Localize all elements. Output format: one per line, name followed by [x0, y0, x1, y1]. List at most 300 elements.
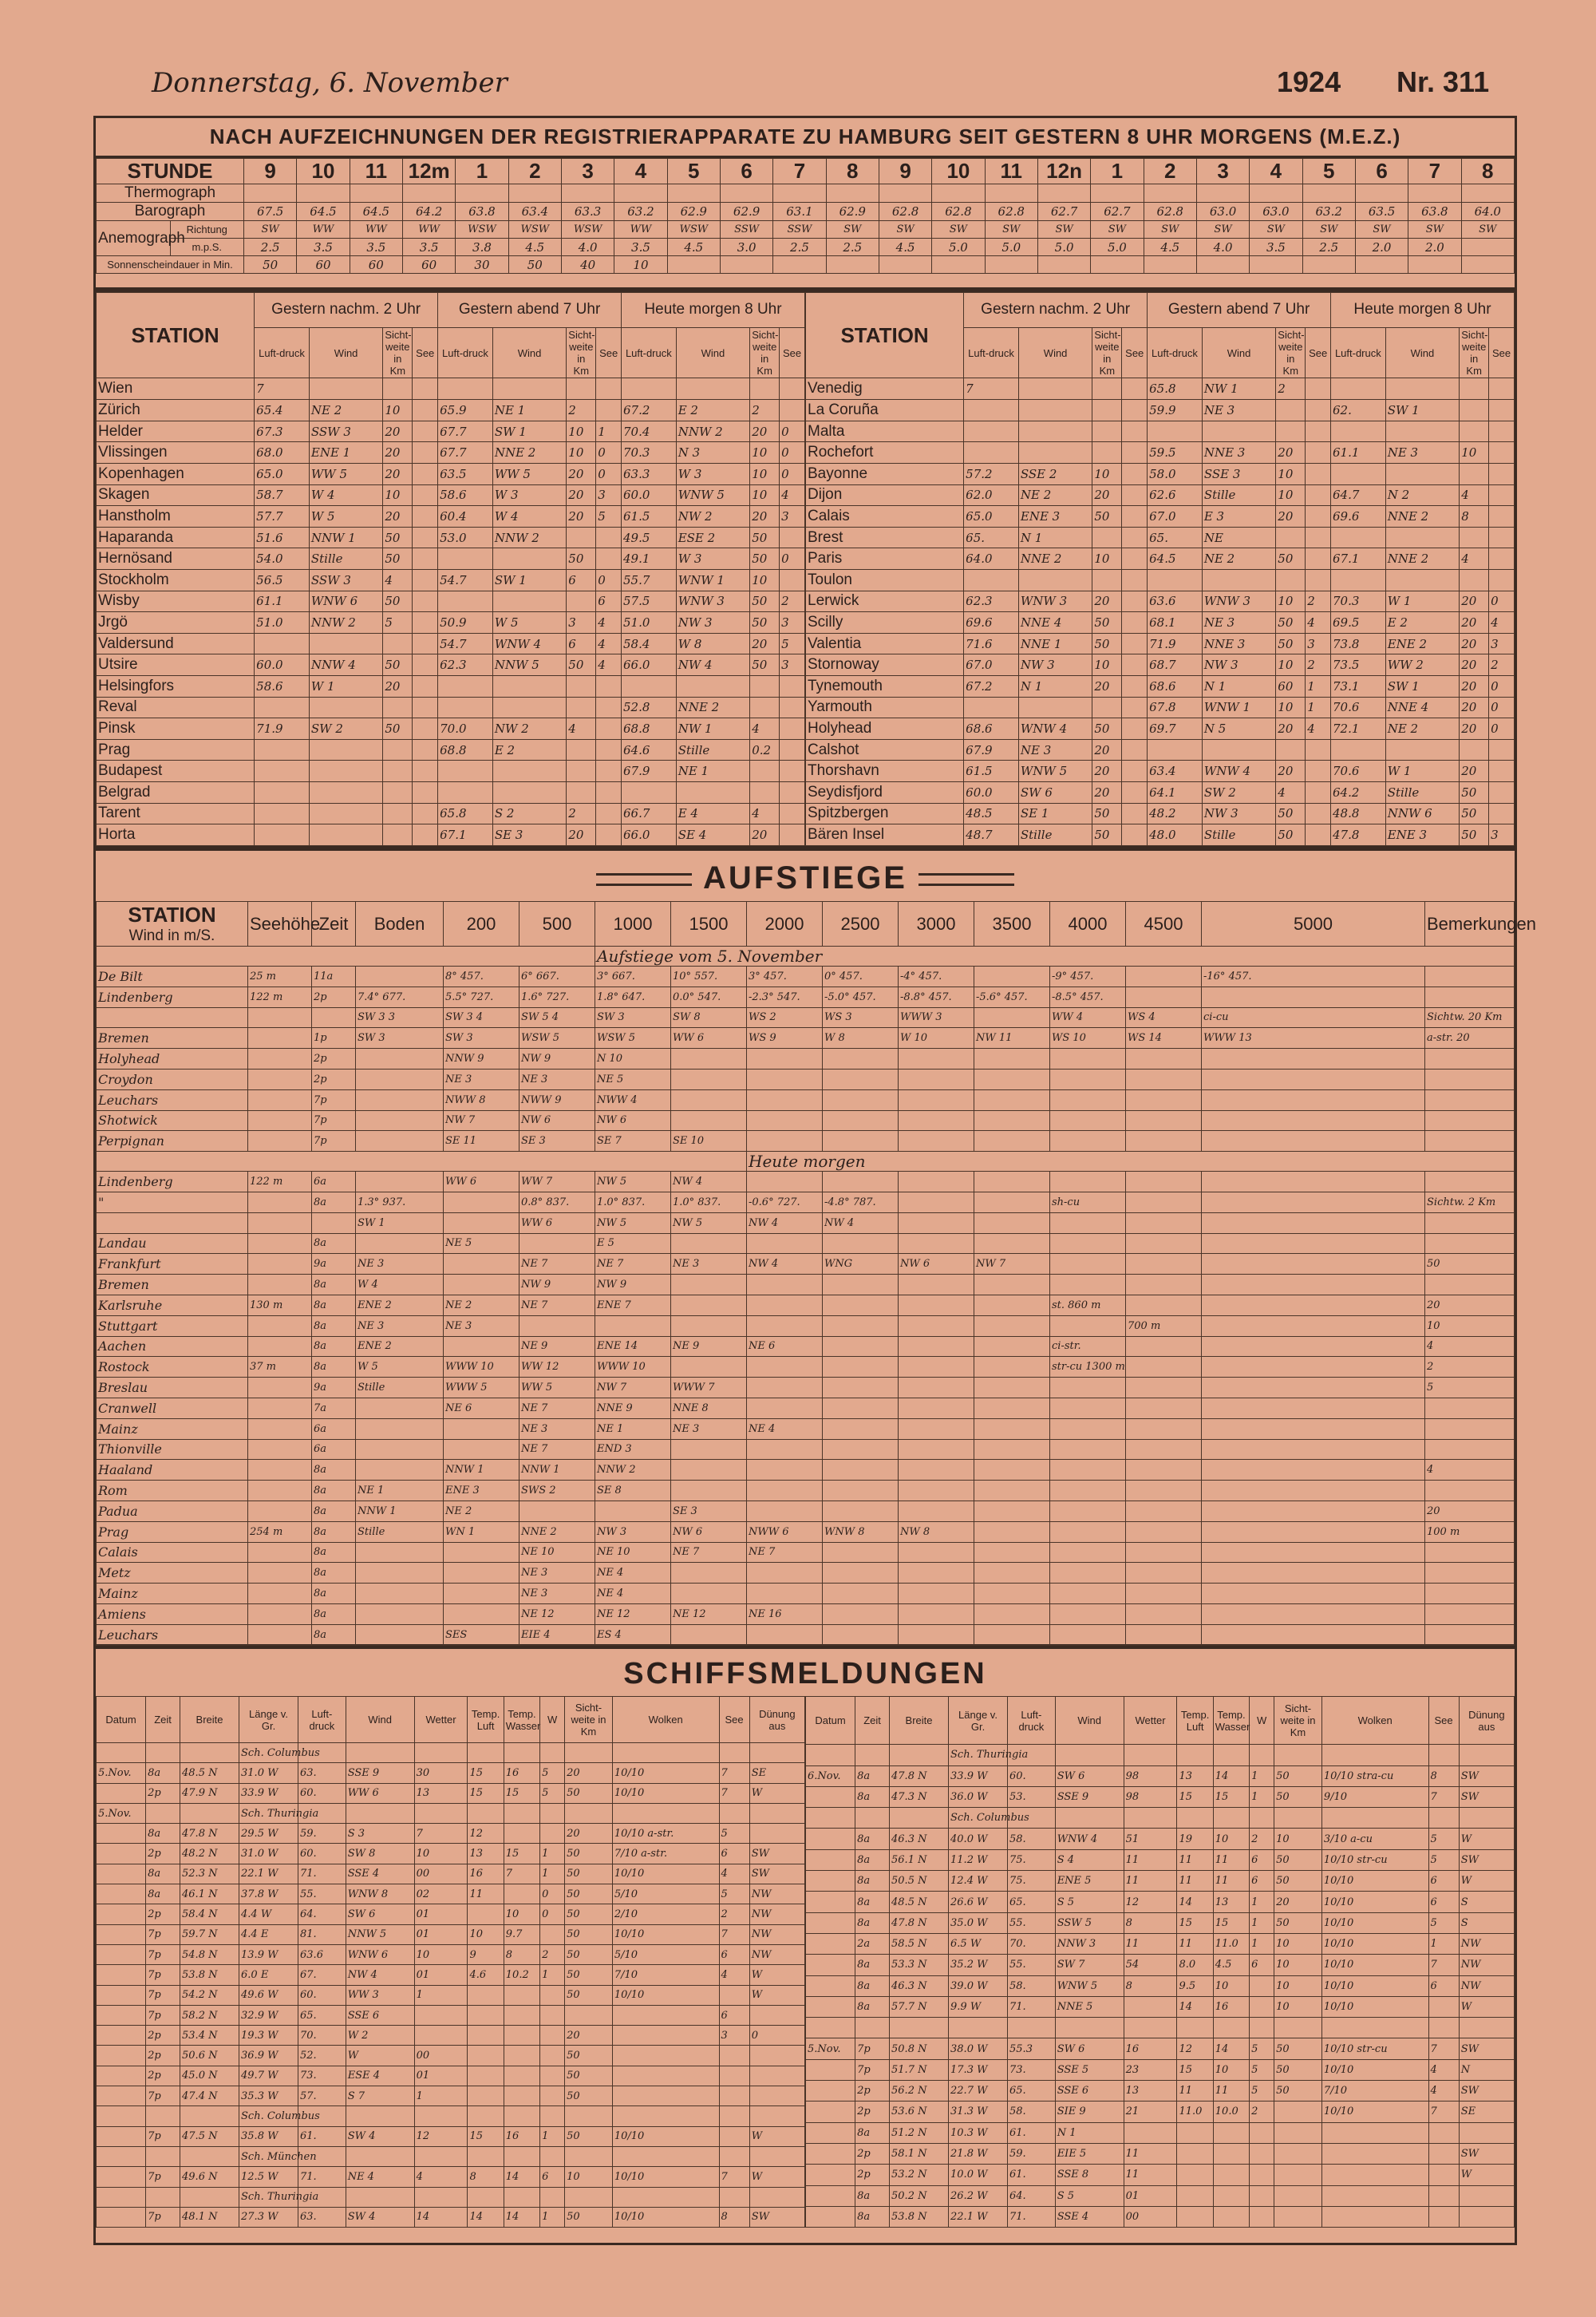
- aufstieg-station: Lindenberg: [97, 1172, 248, 1192]
- aufstieg-value: [1126, 1254, 1202, 1275]
- station-value: 54.0: [255, 548, 310, 570]
- aufstieg-value: END 3: [595, 1439, 671, 1460]
- station-value: 20: [1092, 484, 1122, 506]
- aufstieg-value: [356, 1089, 444, 1110]
- sonne-row: [97, 256, 1515, 274]
- station-value: 2: [750, 400, 780, 421]
- station-value: [1276, 527, 1306, 548]
- stations-table-right: [805, 292, 1515, 846]
- aufstieg-value: N 10: [595, 1049, 671, 1070]
- ship-value: 21.8 W: [949, 2143, 1008, 2164]
- station-value: [413, 442, 438, 464]
- station-value: 70.3: [622, 442, 677, 464]
- station-value: NE 2: [1202, 548, 1275, 570]
- station-value: 48.7: [964, 824, 1019, 846]
- station-value: [1092, 378, 1122, 400]
- station-value: WNW 4: [1018, 718, 1092, 740]
- station-value: [1092, 569, 1122, 591]
- banner-spacer: [97, 947, 595, 967]
- aufstieg-value: 8a: [312, 1584, 356, 1604]
- station-row: [97, 421, 805, 442]
- station-value: E 2: [492, 739, 566, 761]
- station-value: 50.9: [438, 612, 493, 634]
- ship-value: 2p: [855, 2081, 890, 2102]
- aufstieg-value: [1126, 1069, 1202, 1089]
- aufstieg-value: 3° 457.: [747, 967, 823, 987]
- station-value: [1489, 548, 1515, 570]
- richtung-cell: WSW: [667, 221, 720, 239]
- aufstieg-value: [823, 1439, 899, 1460]
- ship-value: 01: [414, 1924, 468, 1944]
- station-value: 62.: [1331, 400, 1386, 421]
- aufstieg-value: [974, 1049, 1050, 1070]
- station-value: 20: [1276, 761, 1306, 782]
- aufstieg-value: [248, 1089, 312, 1110]
- station-value: NNE 3: [1202, 633, 1275, 654]
- richtung-cell: WW: [402, 221, 455, 239]
- aufstieg-value: [1202, 1336, 1425, 1357]
- aufstieg-value: [823, 1398, 899, 1418]
- ship-value: 65.: [1008, 2081, 1056, 2102]
- station-value: [1460, 739, 1489, 761]
- aufstieg-value: [899, 1603, 974, 1624]
- ship-value: 14: [468, 2207, 504, 2227]
- station-value: [1122, 739, 1148, 761]
- aufstieg-value: NNE 2: [519, 1521, 595, 1542]
- ship-value: [146, 2146, 180, 2166]
- station-value: 10: [750, 569, 780, 591]
- sub-label: Wind: [492, 327, 566, 378]
- aufstieg-value: 8° 457.: [444, 967, 519, 987]
- ship-row: [97, 1944, 805, 1964]
- ship-value: 60.: [1008, 1765, 1056, 1786]
- ship-value: [565, 2187, 613, 2207]
- aufstieg-value: [823, 1172, 899, 1192]
- aufstieg-value: [974, 1069, 1050, 1089]
- ship-value: 50: [565, 2086, 613, 2106]
- station-value: Stille: [1385, 782, 1459, 804]
- station-value: [1148, 739, 1203, 761]
- ship-value: 58.5 N: [890, 1933, 949, 1954]
- station-value: 7: [255, 378, 310, 400]
- ship-value: ESE 4: [346, 2066, 414, 2086]
- aufstieg-value: NW 4: [747, 1212, 823, 1233]
- ship-value: 1: [1250, 1933, 1274, 1954]
- ship-value: [565, 2106, 613, 2126]
- ship-value: 10: [1213, 1975, 1249, 1996]
- station-value: [750, 378, 780, 400]
- station-value: [1306, 803, 1331, 824]
- ship-value: 1: [414, 2086, 468, 2106]
- station-value: SW 6: [1018, 782, 1092, 804]
- aufstieg-value: [1202, 1378, 1425, 1398]
- richtung-cell: WW: [350, 221, 402, 239]
- ship-value: 12.5 W: [239, 2167, 298, 2187]
- aufstieg-row: [97, 1398, 1515, 1418]
- station-value: WNW 1: [676, 569, 749, 591]
- aufstieg-value: [823, 1418, 899, 1439]
- ship-value: [468, 2187, 504, 2207]
- aufstieg-value: NE 5: [595, 1069, 671, 1089]
- station-value: [413, 548, 438, 570]
- ship-row: [806, 1975, 1515, 1996]
- aufstieg-station: Thionville: [97, 1439, 248, 1460]
- aufstieg-value: [1425, 1172, 1515, 1192]
- ships-column-header: Luft-druck: [1008, 1697, 1056, 1745]
- hour-cell: 4: [614, 159, 667, 184]
- ship-value: 11: [1213, 1871, 1249, 1892]
- aufstieg-value: 8a: [312, 1542, 356, 1563]
- thermograph-cell: [720, 184, 772, 203]
- ship-value: 5/10: [612, 1884, 719, 1904]
- ship-value: 4: [719, 1965, 749, 1985]
- station-value: 2: [1306, 654, 1331, 676]
- ship-value: NNW 5: [346, 1924, 414, 1944]
- aufstieg-value: [823, 1049, 899, 1070]
- station-value: [492, 782, 566, 804]
- aufstieg-value: NE 9: [519, 1336, 595, 1357]
- mps-cell: 5.0: [1091, 239, 1144, 256]
- aufstieg-station: Haaland: [97, 1460, 248, 1481]
- station-value: NNW 1: [309, 527, 382, 548]
- ships-column-header: W: [540, 1697, 565, 1743]
- ship-value: [97, 2106, 146, 2126]
- ships-column-header: Temp. Wasser: [1213, 1697, 1249, 1745]
- station-value: NE 3: [1018, 739, 1092, 761]
- station-value: 10: [383, 400, 413, 421]
- station-value: 67.2: [964, 676, 1019, 698]
- ship-value: 2: [540, 1944, 565, 1964]
- ship-value: [749, 1803, 804, 1823]
- ship-value: [1177, 2143, 1213, 2164]
- mps-cell: 2.5: [244, 239, 297, 256]
- ship-value: 8a: [855, 2206, 890, 2227]
- aufstieg-value: [899, 1069, 974, 1089]
- station-row: [806, 548, 1515, 570]
- aufstieg-value: [356, 1069, 444, 1089]
- ship-value: [565, 1743, 613, 1763]
- station-value: 20: [1276, 718, 1306, 740]
- aufstieg-value: [1202, 1542, 1425, 1563]
- station-name: Tynemouth: [806, 676, 964, 698]
- ship-value: 61.: [1008, 2165, 1056, 2185]
- ship-value: [612, 2146, 719, 2166]
- ship-value: 10.0 W: [949, 2165, 1008, 2185]
- station-value: 48.0: [1148, 824, 1203, 846]
- ship-value: 31.0 W: [239, 1763, 298, 1783]
- richtung-cell: SW: [1196, 221, 1249, 239]
- station-value: [596, 676, 622, 698]
- station-value: [309, 378, 382, 400]
- ship-value: 38.0 W: [949, 2038, 1008, 2059]
- ship-row: [806, 2122, 1515, 2143]
- station-value: 65.4: [255, 400, 310, 421]
- ship-value: 8a: [146, 1824, 180, 1844]
- ship-value: 8a: [855, 1786, 890, 1807]
- aufstiege-header-row: [97, 902, 1515, 947]
- aufstieg-value: 5: [1425, 1378, 1515, 1398]
- station-value: SE 3: [492, 824, 566, 846]
- ship-row: [806, 1996, 1515, 2017]
- station-name: Toulon: [806, 569, 964, 591]
- ship-value: 8a: [855, 1765, 890, 1786]
- aufstieg-value: [1050, 1398, 1126, 1418]
- aufstieg-value: 100 m: [1425, 1521, 1515, 1542]
- station-value: 4: [1276, 782, 1306, 804]
- station-name: Hanstholm: [97, 506, 255, 528]
- station-value: [1122, 803, 1148, 824]
- aufstieg-value: NE 1: [595, 1418, 671, 1439]
- aufstieg-station: Bremen: [97, 1275, 248, 1295]
- aufstieg-value: [1050, 1049, 1126, 1070]
- aufstieg-value: [823, 1233, 899, 1254]
- aufstieg-value: 8a: [312, 1192, 356, 1212]
- ship-value: [180, 2146, 239, 2166]
- ship-value: 5: [540, 1783, 565, 1803]
- richtung-cell: SSW: [720, 221, 772, 239]
- station-value: [622, 782, 677, 804]
- station-name: Reval: [97, 697, 255, 718]
- station-value: [1331, 378, 1386, 400]
- ship-value: [540, 1803, 565, 1823]
- barograph-cell: 62.8: [879, 203, 931, 221]
- aufstieg-value: ENE 14: [595, 1336, 671, 1357]
- mps-row: [97, 239, 1515, 256]
- station-value: [413, 761, 438, 782]
- aufstieg-value: [1202, 1481, 1425, 1501]
- ship-value: [749, 2066, 804, 2086]
- station-value: SE 4: [676, 824, 749, 846]
- station-value: 50: [1092, 633, 1122, 654]
- ship-value: 7p: [146, 1924, 180, 1944]
- station-value: NNW 6: [1385, 803, 1459, 824]
- ship-value: 5: [540, 1763, 565, 1783]
- station-value: NE 1: [492, 400, 566, 421]
- station-value: 62.6: [1148, 484, 1203, 506]
- aufstieg-value: [974, 1439, 1050, 1460]
- ship-row: [806, 1786, 1515, 1807]
- station-value: NNW 2: [309, 612, 382, 634]
- aufstieg-value: [899, 1418, 974, 1439]
- ship-value: Sch. Columbus: [239, 1743, 298, 1763]
- station-value: 3: [596, 484, 622, 506]
- station-name: Helder: [97, 421, 255, 442]
- ship-value: [97, 1783, 146, 1803]
- ship-value: 58.2 N: [180, 2005, 239, 2025]
- ship-value: 46.3 N: [890, 1829, 949, 1849]
- ship-value: WNW 5: [1055, 1975, 1124, 1996]
- aufstieg-value: SW 3: [356, 1028, 444, 1049]
- aufstieg-value: [671, 1481, 747, 1501]
- ship-value: 35.3 W: [239, 2086, 298, 2106]
- station-value: 2: [1489, 654, 1515, 676]
- ship-value: [855, 1808, 890, 1829]
- ship-value: [504, 1985, 539, 2005]
- aufstieg-value: [356, 1542, 444, 1563]
- station-name: Malta: [806, 421, 964, 442]
- station-value: 4: [1306, 612, 1331, 634]
- station-name: Seydisfjord: [806, 782, 964, 804]
- ship-value: 6: [719, 1944, 749, 1964]
- mps-cell: 3.5: [350, 239, 402, 256]
- aufstieg-value: W 4: [356, 1275, 444, 1295]
- station-value: [1460, 400, 1489, 421]
- aufstieg-value: NWW 8: [444, 1089, 519, 1110]
- station-value: SW 1: [492, 569, 566, 591]
- ship-value: 48.2 N: [180, 1844, 239, 1864]
- ship-value: 2a: [855, 1933, 890, 1954]
- station-name: Dijon: [806, 484, 964, 506]
- ship-value: [1124, 1808, 1177, 1829]
- station-value: 8: [1460, 506, 1489, 528]
- station-value: [1276, 739, 1306, 761]
- barograph-cell: 64.5: [350, 203, 402, 221]
- ship-value: 6: [1428, 1892, 1459, 1912]
- ship-value: 0: [540, 1904, 565, 1924]
- sub-label: Luft-druck: [1331, 327, 1386, 378]
- station-row: [97, 548, 805, 570]
- aufstieg-value: NE 9: [671, 1336, 747, 1357]
- aufstieg-value: 2: [1425, 1357, 1515, 1378]
- aufstieg-row: [97, 1460, 1515, 1481]
- ship-value: 63.: [298, 2207, 346, 2227]
- ship-value: S 5: [1055, 2185, 1124, 2206]
- aufstieg-value: 6a: [312, 1172, 356, 1192]
- station-value: 66.7: [622, 803, 677, 824]
- ship-value: 14: [1213, 2038, 1249, 2059]
- station-value: [309, 824, 382, 846]
- ship-value: [749, 2086, 804, 2106]
- aufstieg-row: [97, 1254, 1515, 1275]
- ship-value: 2/10: [612, 1904, 719, 1924]
- aufstieg-row: [97, 1418, 1515, 1439]
- station-value: 10: [1276, 697, 1306, 718]
- station-value: 50: [750, 548, 780, 570]
- station-value: [1122, 484, 1148, 506]
- ship-row: [806, 2165, 1515, 2185]
- aufstieg-station: Calais: [97, 1542, 248, 1563]
- station-value: 67.9: [622, 761, 677, 782]
- ship-value: 10/10: [1321, 2059, 1428, 2080]
- aufstieg-value: 3° 667.: [595, 967, 671, 987]
- aufstieg-row: [97, 1563, 1515, 1584]
- aufstieg-value: NW 7: [595, 1378, 671, 1398]
- barograph-cell: 64.2: [402, 203, 455, 221]
- ship-value: 23: [1124, 2059, 1177, 2080]
- ship-value: [1250, 1745, 1274, 1765]
- station-value: NW 2: [492, 718, 566, 740]
- aufstieg-value: [899, 1357, 974, 1378]
- aufstieg-value: [1126, 1481, 1202, 1501]
- station-value: [780, 824, 805, 846]
- ship-value: 10: [1274, 1933, 1322, 1954]
- station-row: [97, 739, 805, 761]
- ship-value: 15: [468, 1763, 504, 1783]
- station-value: [1092, 527, 1122, 548]
- aufstieg-value: NWW 4: [595, 1089, 671, 1110]
- aufstieg-value: NE 3: [519, 1069, 595, 1089]
- ship-value: 00: [414, 2046, 468, 2066]
- ship-value: 10: [504, 1904, 539, 1924]
- station-value: 0: [596, 442, 622, 464]
- aufstieg-value: [747, 1563, 823, 1584]
- ship-value: 50: [565, 1904, 613, 1924]
- aufstieg-value: [248, 1584, 312, 1604]
- station-value: [1306, 761, 1331, 782]
- ship-value: 11.2 W: [949, 1849, 1008, 1870]
- sonne-cell: 10: [614, 256, 667, 274]
- station-value: 70.4: [622, 421, 677, 442]
- aufstieg-value: [1050, 1131, 1126, 1152]
- station-value: NNE 4: [1385, 697, 1459, 718]
- aufstieg-value: W 5: [356, 1357, 444, 1378]
- station-value: 4: [596, 612, 622, 634]
- ship-value: 8.0: [1177, 1955, 1213, 1975]
- aufstieg-value: [823, 1481, 899, 1501]
- aufstieg-value: 122 m: [248, 987, 312, 1007]
- ship-value: 8: [1124, 1975, 1177, 1996]
- station-value: [780, 739, 805, 761]
- hour-cell: 3: [1196, 159, 1249, 184]
- station-value: NNE 4: [1018, 612, 1092, 634]
- station-value: NNE 2: [1018, 548, 1092, 570]
- aufstieg-value: [248, 1212, 312, 1233]
- station-value: 68.8: [622, 718, 677, 740]
- station-value: [1148, 569, 1203, 591]
- ship-value: 49.7 W: [239, 2066, 298, 2086]
- aufstieg-value: 1.8° 647.: [595, 987, 671, 1007]
- ship-value: [890, 1745, 949, 1765]
- ship-value: 12: [1177, 2038, 1213, 2059]
- ship-value: 2p: [855, 2102, 890, 2122]
- ship-value: 49.6 W: [239, 1985, 298, 2005]
- ship-value: 15: [1213, 1786, 1249, 1807]
- ship-value: [414, 1743, 468, 1763]
- sonne-cell: [1302, 256, 1355, 274]
- ship-value: 11: [1124, 1871, 1177, 1892]
- ship-value: [1459, 2185, 1514, 2206]
- hour-cell: 10: [932, 159, 985, 184]
- station-value: WNW 5: [676, 484, 749, 506]
- ship-row: [97, 1824, 805, 1844]
- station-value: 50: [383, 654, 413, 676]
- aufstieg-value: [974, 1233, 1050, 1254]
- station-name: Scilly: [806, 612, 964, 634]
- ship-value: 7: [1428, 1955, 1459, 1975]
- aufstieg-value: SES: [444, 1624, 519, 1645]
- ship-value: 50: [565, 2066, 613, 2086]
- station-value: Stille: [309, 548, 382, 570]
- aufstieg-value: NE 7: [519, 1295, 595, 1315]
- aufstieg-value: [1425, 1439, 1515, 1460]
- barograph-cell: 62.9: [826, 203, 879, 221]
- aufstieg-value: 7a: [312, 1398, 356, 1418]
- station-value: [1331, 569, 1386, 591]
- station-value: [1092, 697, 1122, 718]
- aufstieg-value: [1425, 1584, 1515, 1604]
- station-value: [1460, 463, 1489, 484]
- station-value: 4: [780, 484, 805, 506]
- ship-value: 55.: [1008, 1912, 1056, 1933]
- hour-cell: 11: [985, 159, 1037, 184]
- ship-value: 20: [1274, 1892, 1322, 1912]
- aufstieg-row: [97, 1624, 1515, 1645]
- station-row: [806, 421, 1515, 442]
- ship-value: 20: [565, 2026, 613, 2046]
- ship-value: [504, 2146, 539, 2166]
- registration-title: NACH AUFZEICHNUNGEN DER REGISTRIERAPPARATE ZU HAMBURG SEIT GESTERN 8 UHR MORGENS (M.E.Z.): [96, 118, 1515, 158]
- aufstieg-value: [356, 1233, 444, 1254]
